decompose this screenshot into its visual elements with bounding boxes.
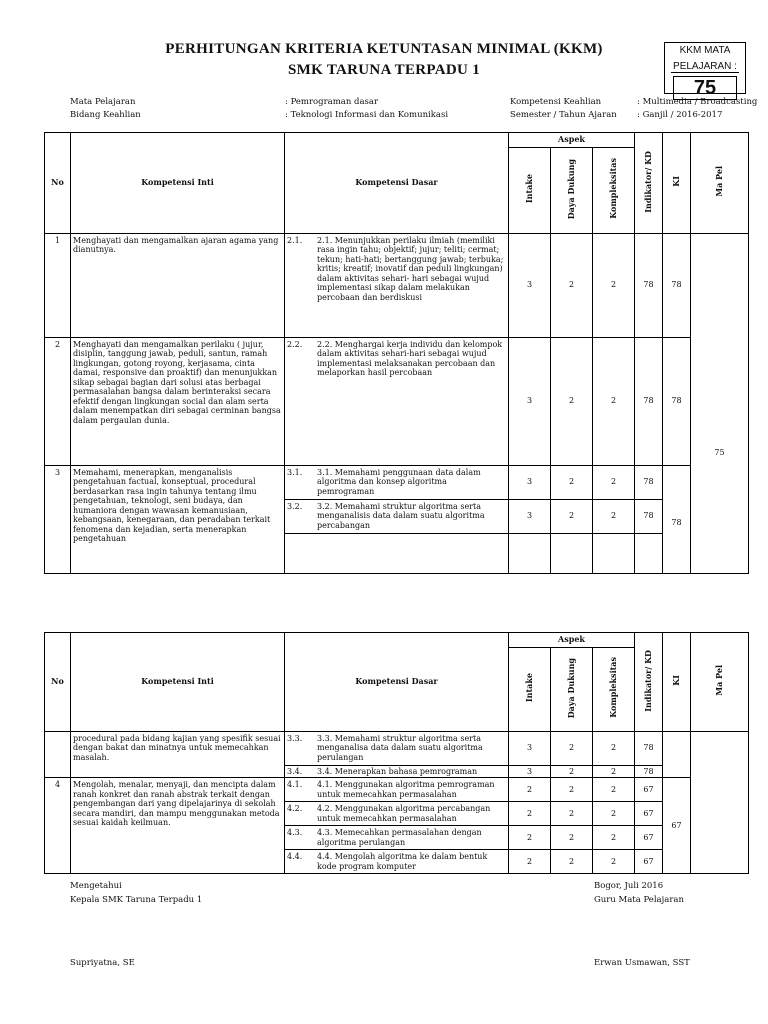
- row-kompleksitas: 2: [593, 337, 635, 465]
- header-kompleksitas: Kompleksitas: [593, 647, 635, 731]
- table-row: [45, 233, 749, 337]
- header-aspek: Aspek: [509, 633, 635, 648]
- row-no: 4: [45, 778, 71, 874]
- row-kompetensi-dasar: 3.1. 3.1. Memahami penggunaan data dalam algoritma dan konsep algoritma pemrograman: [285, 465, 509, 499]
- row-daya-dukung: 2: [551, 765, 593, 778]
- row-kompleksitas: 2: [593, 499, 635, 533]
- row-kompleksitas: 2: [593, 731, 635, 765]
- row-indikator: 67: [635, 802, 663, 826]
- header-mapel: Ma Pel: [691, 633, 749, 732]
- row-no: 1: [45, 233, 71, 337]
- header-kompetensi-dasar: Kompetensi Dasar: [285, 633, 509, 732]
- row-daya-dukung: 2: [551, 802, 593, 826]
- row-kompetensi-inti: Memahami, menerapkan, menganalisis pengetahuan factual, konseptual, procedural berdasarkan rasa ingin tahunya tentang ilmu pengetahuan, teknologi, seni budaya, dan humaniora dengan wawasan kemanusiaan, kebangsaan, kenegaraan, dan peradaban terkait fenomena dan kejadian, serta menerapkan pengetahuan: [71, 465, 285, 573]
- guru-name: Erwan Usmawan, SST: [594, 958, 690, 968]
- document-title: PERHITUNGAN KRITERIA KETUNTASAN MINIMAL (KKM): [165, 41, 603, 57]
- kkm-table-page2: [44, 632, 749, 874]
- row-indikator: 67: [635, 778, 663, 802]
- row-kompleksitas: 2: [593, 778, 635, 802]
- header-intake: Intake: [509, 147, 551, 233]
- row-daya-dukung: 2: [551, 233, 593, 337]
- row-kompetensi-dasar: 2.2. 2.2. Menghargai kerja individu dan kelompok dalam aktivitas sehari-hari sebagai wujud implementasi melaksanakan percobaan dan melaporkan hasil percobaan: [285, 337, 509, 465]
- row-intake: 3: [509, 731, 551, 765]
- row-daya-dukung: 2: [551, 731, 593, 765]
- school-name: SMK TARUNA TERPADU 1: [288, 62, 480, 78]
- kkm-table-page1: [44, 132, 749, 574]
- kkm-box-value: 75: [673, 76, 737, 100]
- mapel-label: Mata Pelajaran: [70, 97, 136, 107]
- semester-label: Semester / Tahun Ajaran: [510, 110, 617, 120]
- row-kompetensi-inti: procedural pada bidang kajian yang spesifik sesuai dengan bakat dan minatnya untuk memecahkan masalah.: [71, 731, 285, 778]
- header-ki: KI: [663, 133, 691, 234]
- row-kompetensi-dasar: 2.1. 2.1. Menunjukkan perilaku ilmiah (memiliki rasa ingin tahu; objektif; jujur; teliti; cermat; tekun; hati-hati; bertanggung jawab; terbuka; kritis; kreatif; inovatif dan peduli lingkungan) dalam aktivitas sehari- hari sebagai wujud implementasi sikap dalam melakukan percobaan dan berdiskusi: [285, 233, 509, 337]
- kkm-box: [664, 42, 746, 99]
- header-mapel: Ma Pel: [691, 133, 749, 234]
- row-intake: 3: [509, 499, 551, 533]
- row-intake: 3: [509, 765, 551, 778]
- table-row: [45, 778, 749, 802]
- header-indikator: Indikator/ KD: [635, 133, 663, 234]
- row-kompetensi-dasar: 4.1. 4.1. Menggunakan algoritma pemrograman untuk memecahkan permasalahan: [285, 778, 509, 802]
- row-kompleksitas: 2: [593, 850, 635, 874]
- row-kompleksitas: 2: [593, 802, 635, 826]
- row-intake: 2: [509, 802, 551, 826]
- header-indikator: Indikator/ KD: [635, 633, 663, 732]
- row-intake: 3: [509, 337, 551, 465]
- header-no: No: [45, 633, 71, 732]
- table-row: [45, 731, 749, 765]
- table-row: [45, 465, 749, 499]
- header-kompetensi-inti: Kompetensi Inti: [71, 633, 285, 732]
- header-kompleksitas: Kompleksitas: [593, 147, 635, 233]
- mapel-value: 75: [691, 233, 749, 573]
- row-intake: 3: [509, 233, 551, 337]
- row-indikator: 67: [635, 826, 663, 850]
- row-kompleksitas: 2: [593, 765, 635, 778]
- row-intake: 2: [509, 850, 551, 874]
- row-kompetensi-dasar: 4.3. 4.3. Memecahkan permasalahan dengan algoritma perulangan: [285, 826, 509, 850]
- row-no: 3: [45, 465, 71, 573]
- row-daya-dukung: 2: [551, 826, 593, 850]
- place-date: Bogor, Juli 2016: [594, 881, 664, 891]
- row-ki-value: 78: [663, 337, 691, 465]
- row-daya-dukung: 2: [551, 499, 593, 533]
- header-kompetensi-inti: Kompetensi Inti: [71, 133, 285, 234]
- header-intake: Intake: [509, 647, 551, 731]
- row-ki-value: 67: [663, 778, 691, 874]
- row-kompetensi-dasar: 3.3. 3.3. Memahami struktur algoritma serta menganalisa data dalam suatu algoritma perulangan: [285, 731, 509, 765]
- mengetahui-label: Mengetahui: [70, 881, 122, 891]
- bidang-label: Bidang Keahlian: [70, 110, 141, 120]
- kompetensi-keahlian-label: Kompetensi Keahlian: [510, 97, 602, 107]
- kkm-box-label-2: PELAJARAN :: [673, 61, 737, 72]
- table-row: [45, 337, 749, 465]
- row-kompetensi-dasar: 4.2. 4.2. Menggunakan algoritma percabangan untuk memecahkan permasalahan: [285, 802, 509, 826]
- header-no: No: [45, 133, 71, 234]
- row-indikator: 78: [635, 731, 663, 765]
- row-kompetensi-dasar: 3.4. 3.4. Menerapkan bahasa pemrograman: [285, 765, 509, 778]
- row-kompleksitas: 2: [593, 465, 635, 499]
- row-kompetensi-inti: Menghayati dan mengamalkan ajaran agama yang dianutnya.: [71, 233, 285, 337]
- header-daya-dukung: Daya Dukung: [551, 147, 593, 233]
- row-daya-dukung: 2: [551, 850, 593, 874]
- row-ki-value: 78: [663, 465, 691, 573]
- semester-value: : Ganjil / 2016-2017: [637, 110, 723, 120]
- bidang-value: : Teknologi Informasi dan Komunikasi: [285, 110, 449, 120]
- row-indikator: 67: [635, 850, 663, 874]
- row-intake: 3: [509, 465, 551, 499]
- row-kompetensi-dasar: 4.4. 4.4. Mengolah algoritma ke dalam bentuk kode program komputer: [285, 850, 509, 874]
- row-no: 2: [45, 337, 71, 465]
- header-ki: KI: [663, 633, 691, 732]
- header-kompetensi-dasar: Kompetensi Dasar: [285, 133, 509, 234]
- row-kompetensi-inti: Menghayati dan mengamalkan perilaku ( jujur, disiplin, tanggung jawab, peduli, santun, ramah lingkungan, gotong royong, kerjasama, cinta damai, responsive dan proaktif) dan menunjukkan sikap sebagai bagian dari solusi atas berbagai permasalahan bangsa dalam berinteraksi secara efektif dengan lingkungan social dan alam serta dalam menempatkan diri sebagai cerminan bangsa dalam pergaulan dunia.: [71, 337, 285, 465]
- header-daya-dukung: Daya Dukung: [551, 647, 593, 731]
- kompetensi-keahlian-value: : Multimedia / Broadcasting: [637, 97, 758, 107]
- row-kompetensi-inti: Mengolah, menalar, menyaji, dan mencipta dalam ranah konkret dan ranah abstrak terkait dengan pengembangan dari yang dipelajarinya di sekolah secara mandiri, dan mampu menggunakan metoda sesuai kaidah keilmuan.: [71, 778, 285, 874]
- row-intake: 2: [509, 826, 551, 850]
- kkm-box-label: KKM MATA: [679, 45, 731, 56]
- row-indikator: 78: [635, 233, 663, 337]
- row-daya-dukung: 2: [551, 465, 593, 499]
- kkm-table-page1-clip: [44, 132, 748, 543]
- row-indikator: 78: [635, 337, 663, 465]
- guru-label: Guru Mata Pelajaran: [594, 895, 684, 905]
- row-indikator: 78: [635, 499, 663, 533]
- row-daya-dukung: 2: [551, 778, 593, 802]
- row-daya-dukung: 2: [551, 337, 593, 465]
- row-indikator: 78: [635, 765, 663, 778]
- row-ki-value: 78: [663, 233, 691, 337]
- row-kompleksitas: 2: [593, 233, 635, 337]
- row-kompetensi-dasar: 3.2. 3.2. Memahami struktur algoritma serta menganalisis data dalam suatu algoritma percabangan: [285, 499, 509, 533]
- row-intake: 2: [509, 778, 551, 802]
- row-indikator: 78: [635, 465, 663, 499]
- kepala-sekolah-name: Supriyatna, SE: [70, 958, 135, 968]
- row-kompleksitas: 2: [593, 826, 635, 850]
- header-aspek: Aspek: [509, 133, 635, 148]
- mapel-value: : Pemrograman dasar: [285, 97, 379, 107]
- kepala-sekolah-label: Kepala SMK Taruna Terpadu 1: [70, 895, 203, 905]
